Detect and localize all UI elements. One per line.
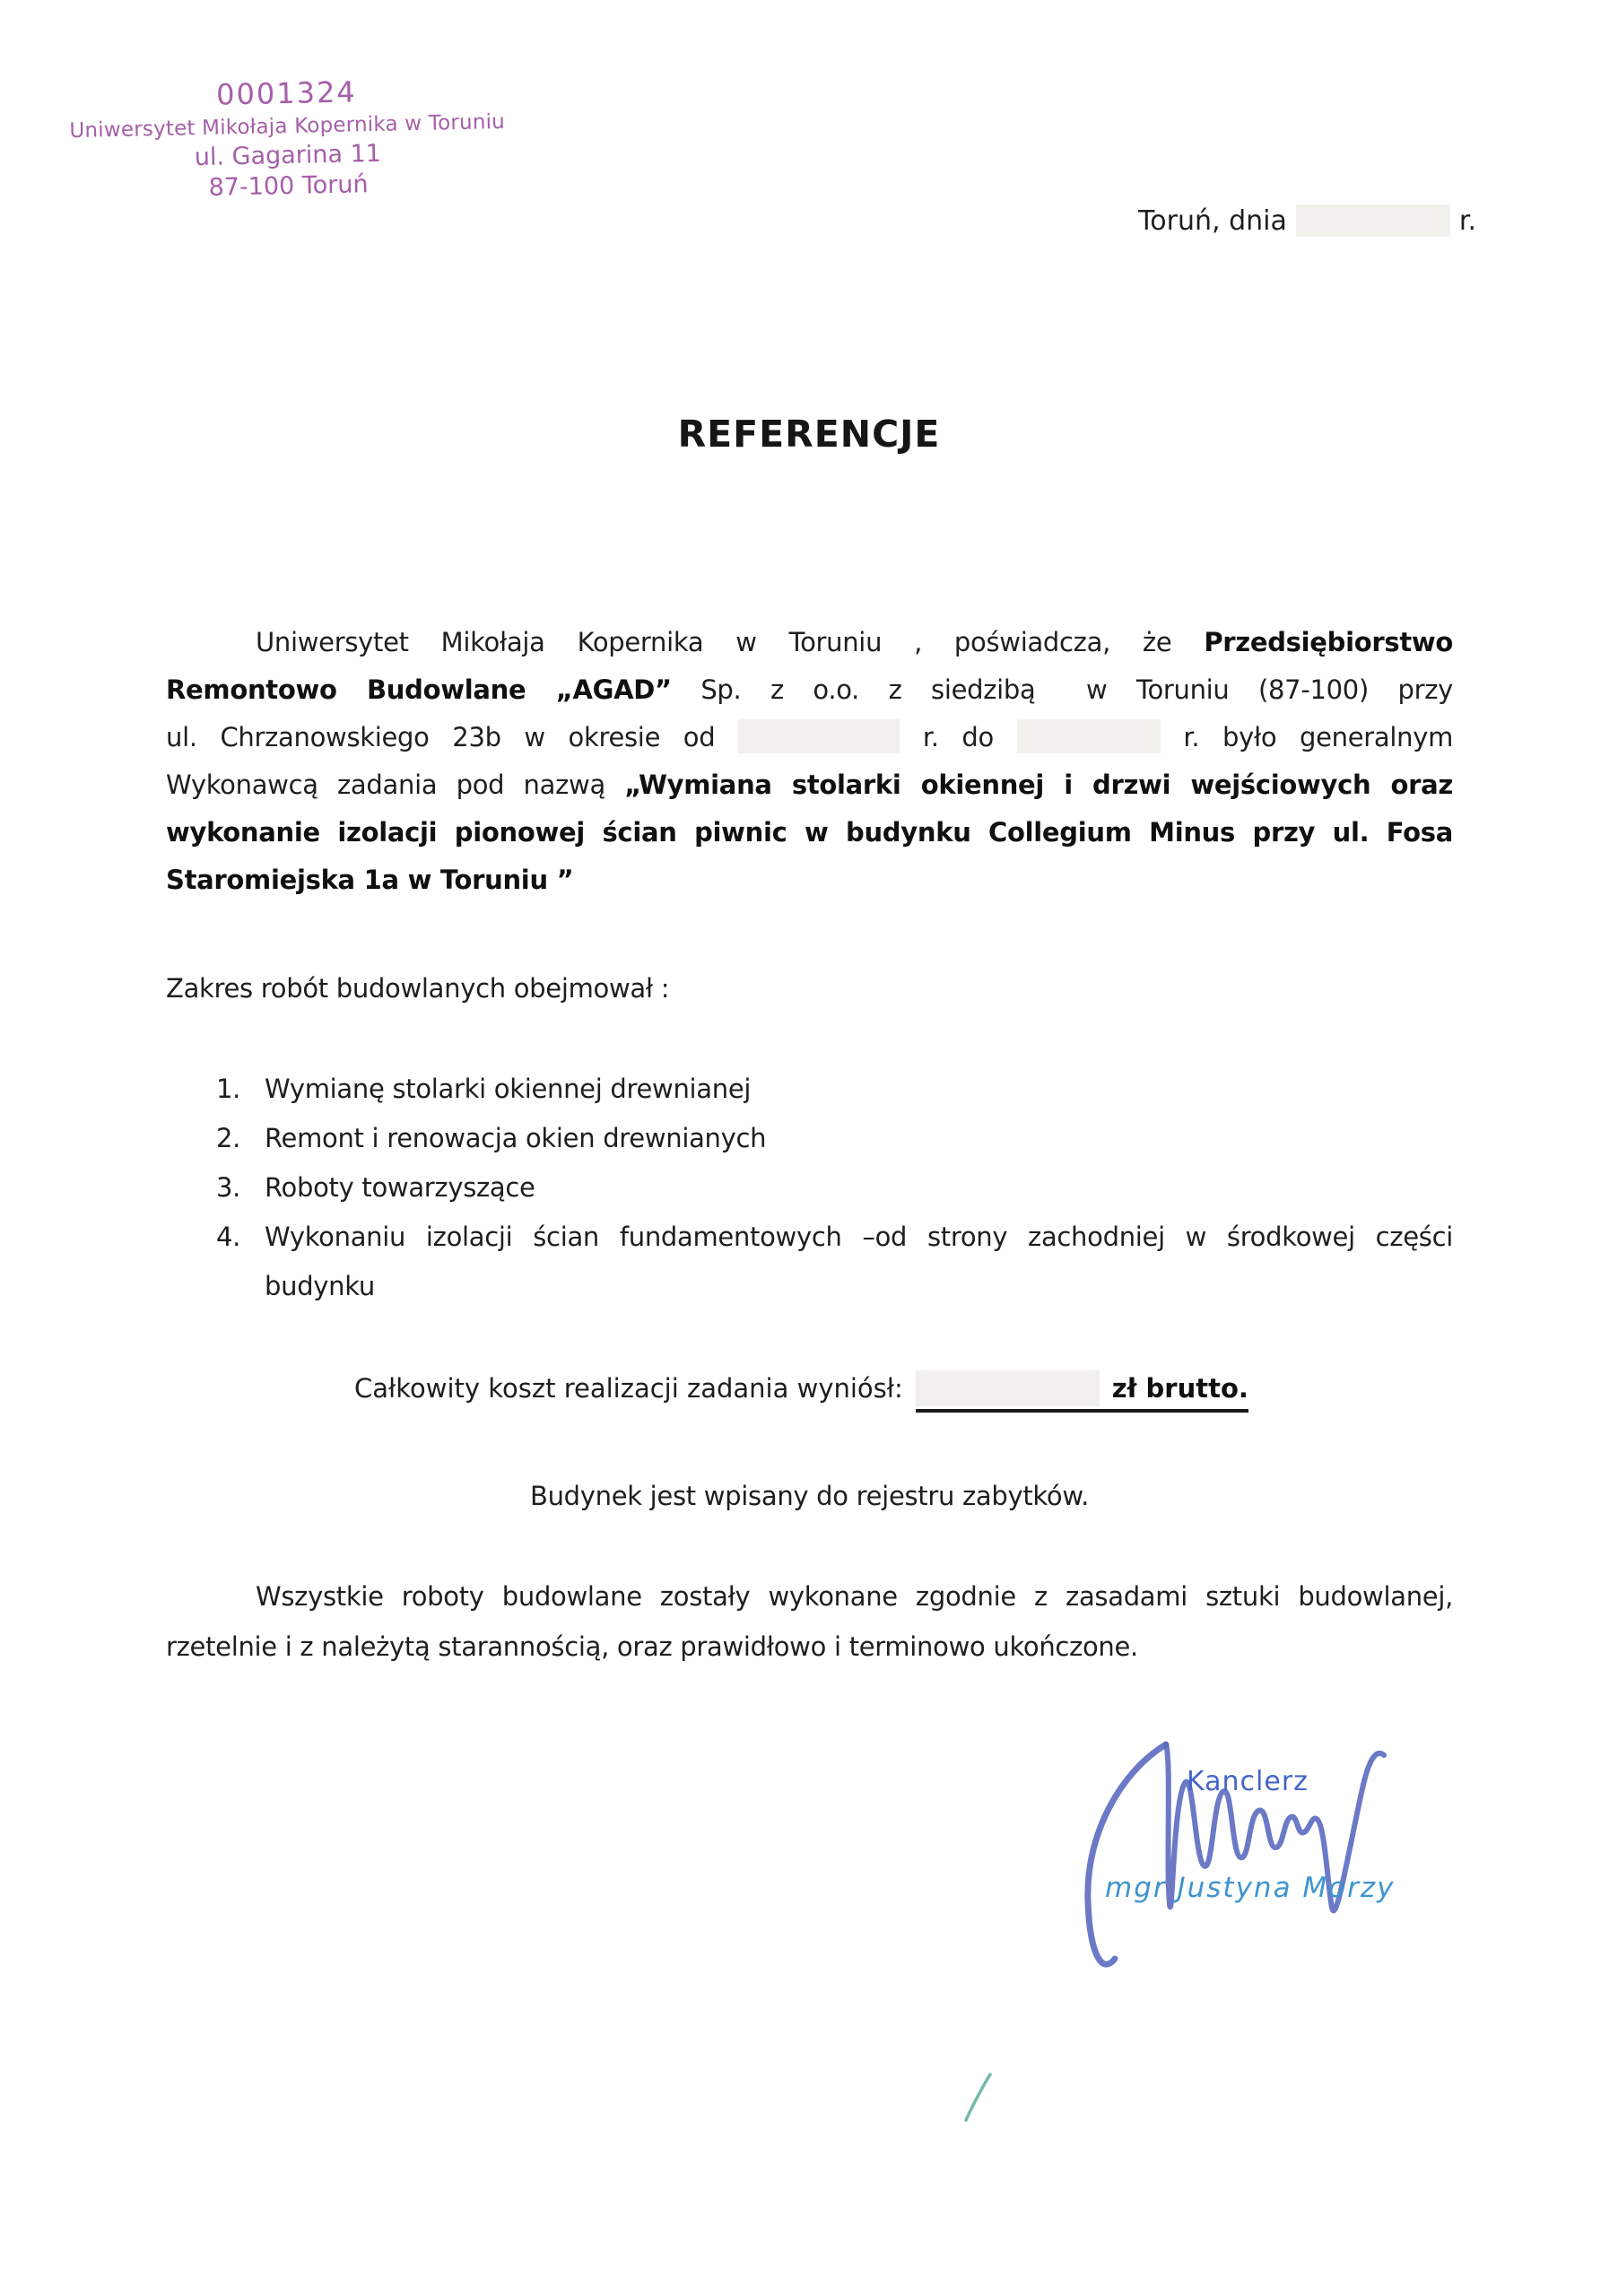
pen-slash-mark [960, 2070, 996, 2126]
signer-role-stamp: Kanclerz [1187, 1766, 1309, 1797]
text-segment: ul. Chrzanowskiego 23b w okresie od [166, 722, 716, 752]
list-item-text: Remont i renowacja okien drewnianych [265, 1123, 767, 1153]
scope-heading: Zakres robót budowlanych obejmował : [166, 973, 670, 1004]
text-segment: Wszystkie roboty budowlane zostały wykonane zgodnie z zasadami sztuki budowlanej, [256, 1581, 1453, 1612]
redacted-start-date-box [738, 719, 900, 753]
stamp-street: ul. Gagarina 11 [194, 139, 382, 172]
list-item-text: Roboty towarzyszące [265, 1172, 535, 1203]
list-item-text: Wymianę stolarki okiennej drewnianej [265, 1074, 752, 1104]
redacted-date-box [1296, 204, 1450, 237]
registry-line: Budynek jest wpisany do rejestru zabytków. [529, 1481, 1089, 1511]
handwritten-signature [1058, 1700, 1444, 2013]
scope-list [216, 1069, 1453, 1316]
signer-name-stamp: mgr Justyna Morzy [1105, 1872, 1396, 1904]
list-item [216, 1168, 1453, 1217]
text-segment: w Toruniu (87-100) przy [1086, 674, 1453, 705]
closing-paragraph [166, 1571, 1453, 1672]
date-suffix: r. [1458, 205, 1476, 237]
text-segment-bold: Staromiejska 1a w Toruniu ” [166, 865, 574, 895]
text-segment: rzetelnie i z należytą starannością, oraz prawidłowo i terminowo ukończone. [166, 1631, 1138, 1662]
text-line [166, 1622, 1453, 1672]
stamp-number: 0001324 [215, 74, 358, 112]
date-line [1138, 204, 1476, 237]
list-item-text: budynku [265, 1271, 375, 1301]
main-paragraph [166, 619, 1453, 904]
text-line-6 [166, 857, 1453, 904]
document-title: REFERENCJE [677, 413, 941, 456]
list-item [216, 1069, 1453, 1118]
institution-stamp [60, 73, 516, 205]
text-segment-bold: Remontowo Budowlane „AGAD” [166, 674, 672, 705]
list-item-number: 1. [216, 1074, 241, 1104]
text-segment: r. było generalnym [1183, 722, 1454, 752]
text-line-1 [166, 619, 1453, 666]
text-segment: Wykonawcą zadania pod nazwą [166, 770, 605, 800]
text-line-3 [166, 714, 1453, 761]
text-segment: r. do [922, 722, 994, 752]
text-line [166, 1571, 1453, 1622]
list-item [216, 1118, 1453, 1168]
date-prefix: Toruń, dnia [1138, 205, 1287, 237]
list-item-number: 3. [216, 1172, 241, 1203]
text-line-5 [166, 809, 1453, 857]
text-segment: Uniwersytet Mikołaja Kopernika w Toruniu , poświadcza, że [256, 627, 1172, 657]
redacted-amount-box [916, 1370, 1100, 1406]
cost-blank-underline [916, 1370, 1248, 1413]
signature-block [1058, 1700, 1444, 2013]
stamp-institution: Uniwersytet Mikołaja Kopernika w Toruniu [69, 109, 506, 143]
text-segment: Sp. z o.o. z siedzibą [700, 674, 1036, 705]
cost-line [354, 1370, 1248, 1413]
list-item-continuation [216, 1266, 1453, 1316]
text-line-2 [166, 666, 1453, 714]
text-segment-bold: Przedsiębiorstwo [1204, 627, 1454, 657]
list-item-number: 2. [216, 1123, 241, 1153]
text-segment-bold: „Wymiana stolarki okiennej i drzwi wejściowych oraz [624, 770, 1453, 800]
list-item-number [216, 1266, 265, 1316]
cost-suffix: zł brutto. [1111, 1373, 1248, 1404]
cost-label: Całkowity koszt realizacji zadania wyniósł: [354, 1373, 903, 1404]
text-segment-bold: wykonanie izolacji pionowej ścian piwnic w budynku Collegium Minus przy ul. Fosa [166, 817, 1453, 848]
stamp-city: 87-100 Toruń [208, 170, 369, 202]
list-item-number: 4. [216, 1222, 241, 1252]
redacted-end-date-box [1017, 719, 1161, 753]
list-item-text: Wykonaniu izolacji ścian fundamentowych –od strony zachodniej w środkowej części [265, 1222, 1453, 1252]
list-item [216, 1217, 1453, 1266]
text-line-4 [166, 761, 1453, 809]
